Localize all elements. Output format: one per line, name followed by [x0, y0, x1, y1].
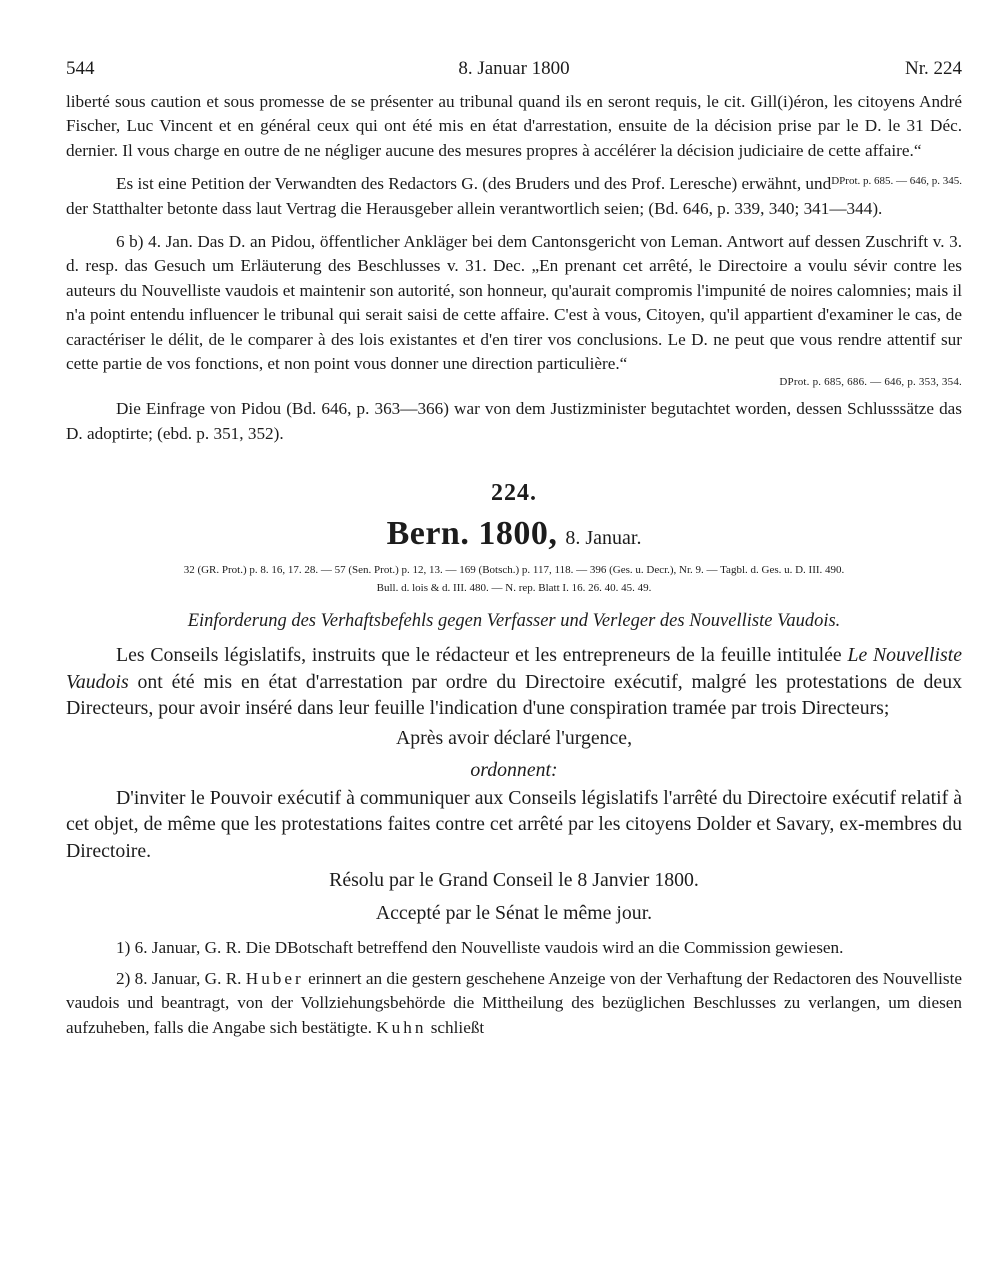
page: [66, 58, 962, 1040]
page-number: 544: [66, 58, 95, 79]
body-1-pre: Les Conseils législatifs, instruits que le rédacteur et les entrepreneurs de la feuille intitulée: [116, 644, 848, 667]
footnote-2: [66, 967, 962, 1040]
footnote-2-post: schließt: [426, 1017, 485, 1037]
prev-paragraph-3: 6 b) 4. Jan. Das D. an Pidou, öffentlicher Ankläger bei dem Cantonsgericht von Leman. Antwort auf dessen Zuschrift v. 3. d. resp. das Gesuch um Erläuterung des Beschlusses v. 31. Dec. „En prenant cet arrêté, le Directoire a voulu sévir contre les auteurs du Nouvelliste vaudois et maintenir son autorité, son honneur, qu'aurait compromis l'impunité de noires calomnies; mais il n'a point entendu influencer le tribunal qui serait saisi de cette affaire. C'est à vous, Citoyen, qu'il appartient d'examiner le cas, de caractériser le délit, de le comparer à des lois existantes et d'en tirer vos conclusions. Le D. ne peut que vous rendre attentif sur cette partie de vos fonctions, et non point vous donner une direction particulière.“: [66, 232, 962, 374]
prev-paragraph-3-ref: DProt. p. 685, 686. — 646, p. 353, 354.: [779, 376, 962, 389]
footnote-2-name-huber: Huber: [245, 968, 304, 988]
document-place-year: Bern. 1800,: [386, 515, 558, 553]
newspaper-title: Le Nouvelliste Vaudois: [66, 644, 962, 693]
footnote-1: 1) 6. Januar, G. R. Die DBotschaft betreffend den Nouvelliste vaudois wird an die Commission gewiesen.: [116, 938, 844, 958]
document-body-1: [66, 642, 962, 722]
document-date: 8. Januar.: [565, 527, 642, 550]
header-doc-ref: Nr. 224: [905, 58, 962, 79]
document-heading: [66, 515, 962, 555]
header-date: 8. Januar 1800: [458, 58, 570, 79]
footnote-2-name-kuhn: Kuhn: [376, 1017, 427, 1037]
prev-paragraph-4: Die Einfrage von Pidou (Bd. 646, p. 363—366) war von dem Justizminister begutachtet worden, dessen Schlusssätze das D. adoptirte; (ebd. p. 351, 352).: [66, 399, 962, 443]
prev-paragraph-1: [66, 90, 962, 188]
document-sources: [66, 561, 962, 597]
document-body-2: D'inviter le Pouvoir exécutif à communiquer aux Conseils législatifs l'arrêté du Directoire exécutif relatif à cet objet, de même que les protestations faites contre cet arrêté par les citoyens Dolder et Savary, ex-membres du Directoire.: [66, 786, 962, 862]
urgence-line: Après avoir déclaré l'urgence,: [395, 726, 633, 749]
prev-paragraph-1-text: liberté sous caution et sous promesse de se présenter au tribunal quand ils en seront requis, le cit. Gill(i)éron, les citoyens André Fischer, Luc Vincent et en général ceux qui ont été mis en état d'arrestation, ensuite de la décision prise par le D. le 31 Déc. dernier. Il vous charge en outre de ne négliger aucune des mesures propres à accélérer la décision judiciaire de cette affaire.“: [66, 92, 962, 160]
body-1-post: ont été mis en état d'arrestation par ordre du Directoire exécutif, malgré les protestations de deux Directeurs, pour avoir inséré dans leur feuille l'indication d'une conspiration tramée par trois Directeurs;: [66, 670, 962, 720]
footnote-2-mid: erinnert an die gestern geschehene Anzeige von der Verhaftung der Redactoren des Nouvelliste vaudois und beantragt, von der Vollziehungsbehörde die Mittheilung des bezüglichen Beschlusses zu verlangen, um diesen aufzuheben, falls die Angabe sich bestätigte.: [66, 968, 962, 1037]
prev-paragraph-2: Es ist eine Petition der Verwandten des Redactors G. (des Bruders und des Prof. Leresche) erwähnt, und der Statthalter betonte dass laut Vertrag die Herausgeber allein verantwortlich seien; (Bd. 646, p. 339, 340; 341—344).: [66, 174, 883, 218]
resolu-line: Résolu par le Grand Conseil le 8 Janvier 1800.: [329, 869, 699, 892]
running-head: [66, 58, 962, 88]
footnote-2-pre: 2) 8. Januar, G. R.: [116, 968, 246, 988]
prev-paragraph-1-ref: DProt. p. 685. — 646, p. 345.: [831, 175, 962, 188]
sources-line-2: Bull. d. lois & d. III. 480. — N. rep. Blatt I. 16. 26. 40. 45. 49.: [376, 582, 652, 595]
document-subject: Einforderung des Verhaftsbefehls gegen Verfasser und Verleger des Nouvelliste Vaudois.: [187, 611, 841, 632]
document-number: 224.: [491, 480, 537, 507]
accepte-line: Accepté par le Sénat le même jour.: [375, 902, 653, 925]
sources-line-1: 32 (GR. Prot.) p. 8. 16, 17. 28. — 57 (Sen. Prot.) p. 12, 13. — 169 (Botsch.) p. 117, 118. — 396 (Ges. u. Decr.), Nr. 9. — Tagbl. d. Ges. u. D. III. 490.: [183, 564, 845, 577]
ordonnent-line: ordonnent:: [470, 758, 558, 781]
